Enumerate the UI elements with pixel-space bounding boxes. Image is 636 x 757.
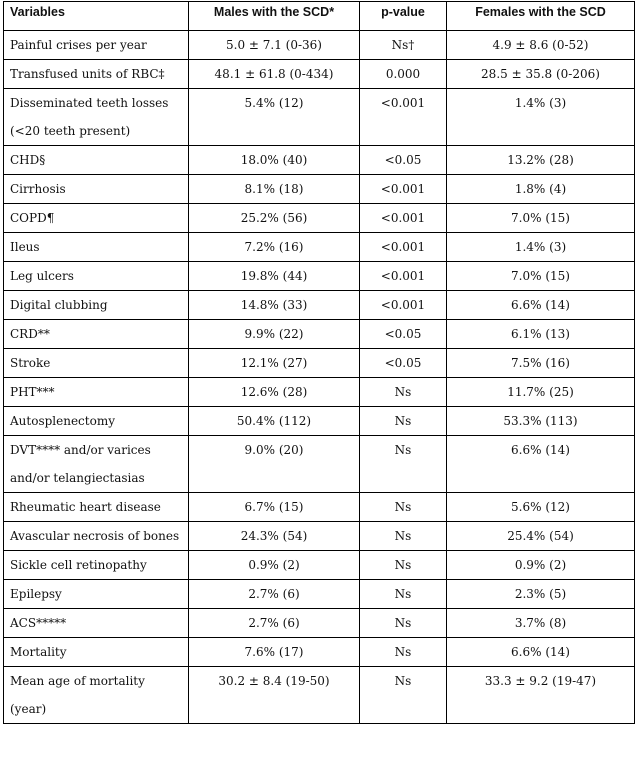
table-row <box>4 493 635 522</box>
cell-variable: Disseminated teeth losses (<20 teeth present) <box>4 89 189 146</box>
table-row <box>4 638 635 667</box>
table-row <box>4 262 635 291</box>
cell-variable: Painful crises per year <box>4 31 189 60</box>
table-row <box>4 320 635 349</box>
cell-males: 12.6% (28) <box>189 378 360 407</box>
cell-p-value: Ns <box>360 378 447 407</box>
table-row <box>4 60 635 89</box>
cell-p-value: <0.05 <box>360 349 447 378</box>
cell-females: 11.7% (25) <box>447 378 635 407</box>
cell-p-value: Ns† <box>360 31 447 60</box>
table-row <box>4 146 635 175</box>
cell-males: 25.2% (56) <box>189 204 360 233</box>
cell-p-value: <0.001 <box>360 262 447 291</box>
cell-variable: Cirrhosis <box>4 175 189 204</box>
cell-variable: Ileus <box>4 233 189 262</box>
header-p-value: p-value <box>360 2 447 31</box>
table-row <box>4 580 635 609</box>
cell-p-value: <0.001 <box>360 175 447 204</box>
cell-variable: Epilepsy <box>4 580 189 609</box>
cell-variable: Stroke <box>4 349 189 378</box>
cell-males: 9.9% (22) <box>189 320 360 349</box>
cell-males: 8.1% (18) <box>189 175 360 204</box>
cell-females: 28.5 ± 35.8 (0-206) <box>447 60 635 89</box>
cell-males: 7.2% (16) <box>189 233 360 262</box>
cell-variable: ACS***** <box>4 609 189 638</box>
cell-females: 25.4% (54) <box>447 522 635 551</box>
cell-males: 5.0 ± 7.1 (0-36) <box>189 31 360 60</box>
cell-females: 7.5% (16) <box>447 349 635 378</box>
cell-p-value: <0.001 <box>360 204 447 233</box>
cell-p-value: Ns <box>360 436 447 493</box>
cell-variable: Leg ulcers <box>4 262 189 291</box>
cell-p-value: <0.001 <box>360 233 447 262</box>
header-females: Females with the SCD <box>447 2 635 31</box>
cell-variable: Mean age of mortality (year) <box>4 667 189 724</box>
table-row <box>4 667 635 724</box>
cell-p-value: <0.05 <box>360 320 447 349</box>
cell-females: 6.1% (13) <box>447 320 635 349</box>
cell-variable: Sickle cell retinopathy <box>4 551 189 580</box>
cell-females: 33.3 ± 9.2 (19-47) <box>447 667 635 724</box>
header-males: Males with the SCD* <box>189 2 360 31</box>
table-row <box>4 89 635 146</box>
cell-males: 2.7% (6) <box>189 580 360 609</box>
cell-females: 1.4% (3) <box>447 233 635 262</box>
cell-variable: DVT**** and/or varices and/or telangiectasias <box>4 436 189 493</box>
cell-females: 2.3% (5) <box>447 580 635 609</box>
cell-p-value: Ns <box>360 522 447 551</box>
cell-females: 1.4% (3) <box>447 89 635 146</box>
table-row <box>4 233 635 262</box>
cell-males: 0.9% (2) <box>189 551 360 580</box>
cell-females: 6.6% (14) <box>447 436 635 493</box>
cell-p-value: Ns <box>360 580 447 609</box>
cell-males: 48.1 ± 61.8 (0-434) <box>189 60 360 89</box>
cell-p-value: <0.001 <box>360 291 447 320</box>
cell-males: 7.6% (17) <box>189 638 360 667</box>
cell-females: 13.2% (28) <box>447 146 635 175</box>
cell-p-value: 0.000 <box>360 60 447 89</box>
table-row <box>4 551 635 580</box>
cell-males: 5.4% (12) <box>189 89 360 146</box>
cell-males: 14.8% (33) <box>189 291 360 320</box>
cell-males: 12.1% (27) <box>189 349 360 378</box>
cell-p-value: Ns <box>360 493 447 522</box>
cell-males: 50.4% (112) <box>189 407 360 436</box>
cell-p-value: Ns <box>360 638 447 667</box>
cell-females: 7.0% (15) <box>447 204 635 233</box>
cell-females: 0.9% (2) <box>447 551 635 580</box>
cell-males: 2.7% (6) <box>189 609 360 638</box>
comparison-table <box>3 1 635 724</box>
cell-variable: Digital clubbing <box>4 291 189 320</box>
cell-variable: Autosplenectomy <box>4 407 189 436</box>
cell-variable: CRD** <box>4 320 189 349</box>
cell-females: 7.0% (15) <box>447 262 635 291</box>
table-row <box>4 609 635 638</box>
table-row <box>4 204 635 233</box>
cell-males: 30.2 ± 8.4 (19-50) <box>189 667 360 724</box>
cell-variable: Transfused units of RBC‡ <box>4 60 189 89</box>
cell-females: 1.8% (4) <box>447 175 635 204</box>
cell-males: 18.0% (40) <box>189 146 360 175</box>
table-row <box>4 291 635 320</box>
cell-p-value: Ns <box>360 667 447 724</box>
cell-males: 19.8% (44) <box>189 262 360 291</box>
cell-variable: Mortality <box>4 638 189 667</box>
table-row <box>4 31 635 60</box>
table-row <box>4 522 635 551</box>
cell-variable: Rheumatic heart disease <box>4 493 189 522</box>
cell-females: 5.6% (12) <box>447 493 635 522</box>
header-variables: Variables <box>4 2 189 31</box>
table-row <box>4 436 635 493</box>
cell-females: 53.3% (113) <box>447 407 635 436</box>
table-row <box>4 407 635 436</box>
table-row <box>4 175 635 204</box>
cell-p-value: Ns <box>360 609 447 638</box>
cell-males: 24.3% (54) <box>189 522 360 551</box>
cell-p-value: <0.001 <box>360 89 447 146</box>
cell-variable: COPD¶ <box>4 204 189 233</box>
cell-males: 9.0% (20) <box>189 436 360 493</box>
cell-females: 6.6% (14) <box>447 291 635 320</box>
table-row <box>4 378 635 407</box>
cell-p-value: Ns <box>360 407 447 436</box>
cell-variable: CHD§ <box>4 146 189 175</box>
table-row <box>4 349 635 378</box>
cell-variable: Avascular necrosis of bones <box>4 522 189 551</box>
cell-females: 6.6% (14) <box>447 638 635 667</box>
table-header-row <box>4 2 635 31</box>
cell-p-value: <0.05 <box>360 146 447 175</box>
cell-p-value: Ns <box>360 551 447 580</box>
cell-males: 6.7% (15) <box>189 493 360 522</box>
cell-females: 4.9 ± 8.6 (0-52) <box>447 31 635 60</box>
cell-variable: PHT*** <box>4 378 189 407</box>
cell-females: 3.7% (8) <box>447 609 635 638</box>
